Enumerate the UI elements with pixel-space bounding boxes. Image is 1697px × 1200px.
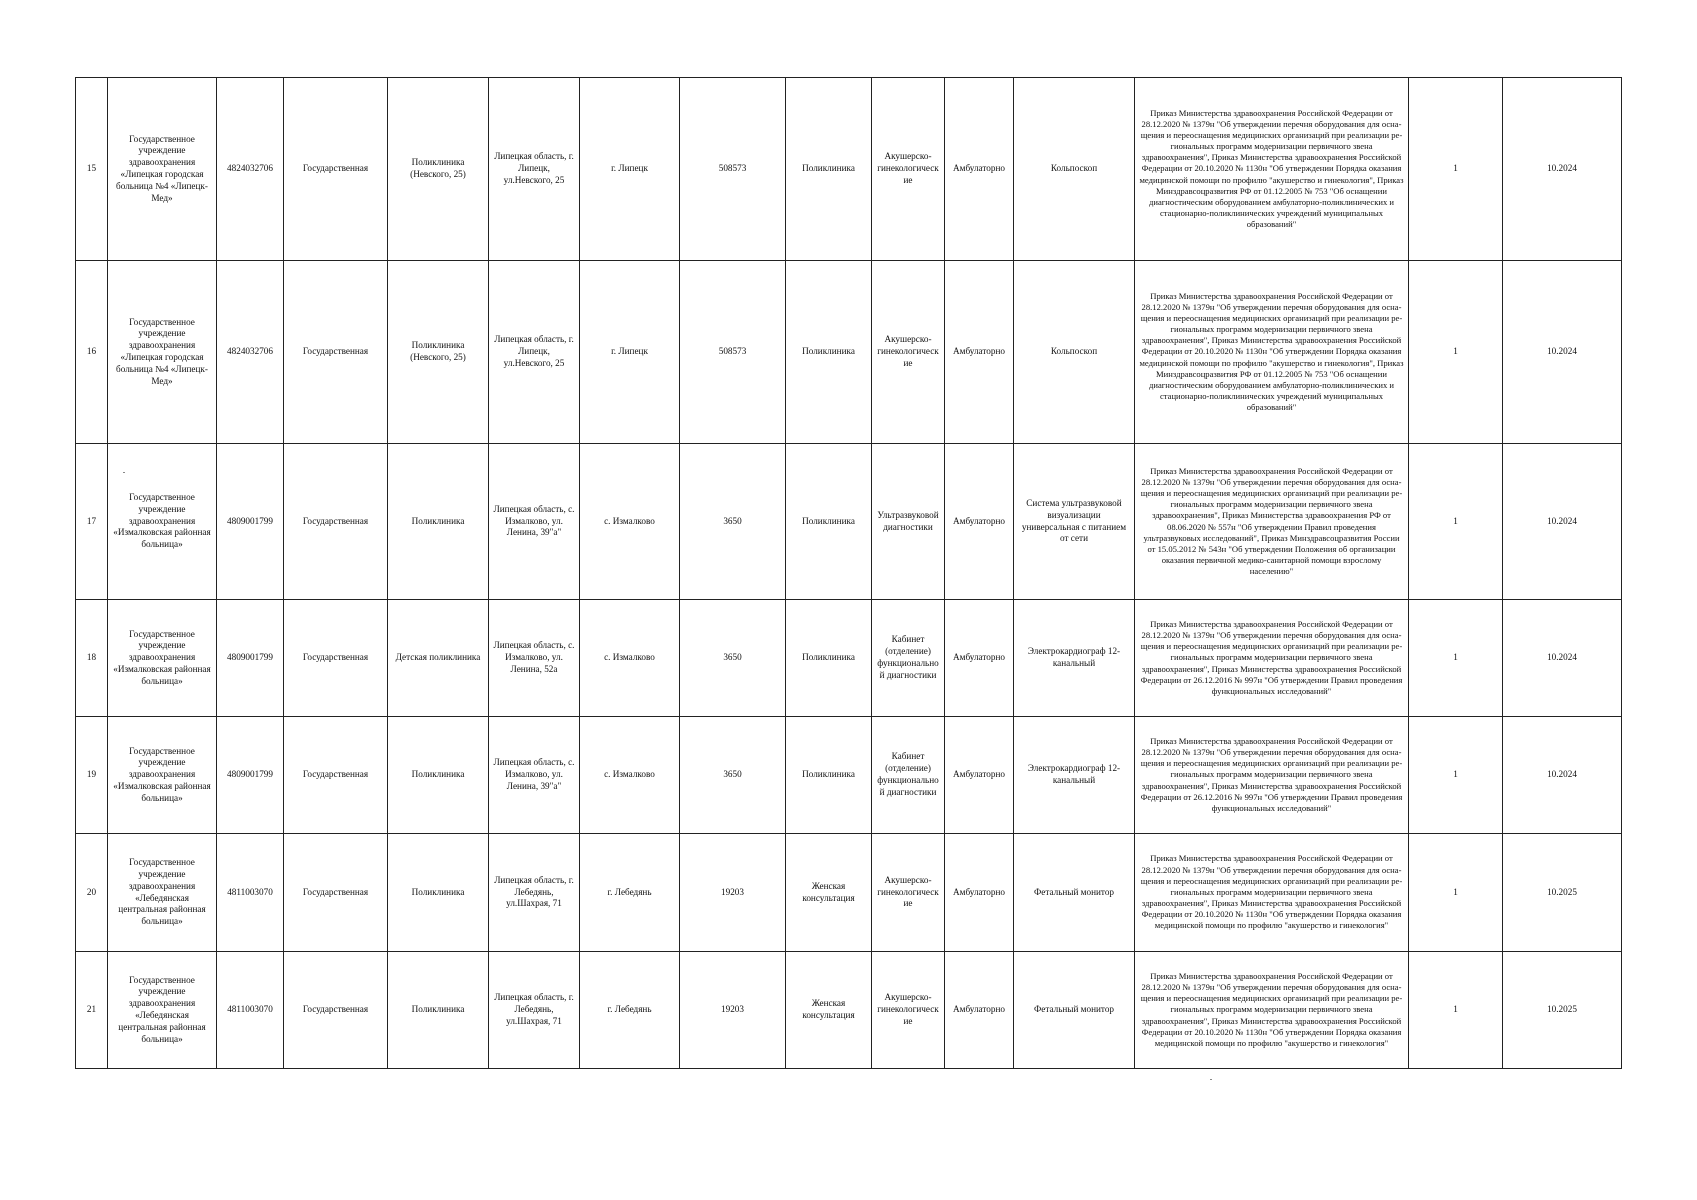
- cell-inn: 4811003070: [217, 834, 284, 952]
- cell-profile: Акушерско-гинекологические: [872, 834, 945, 952]
- cell-locality: г. Лебедянь: [580, 952, 680, 1069]
- cell-address: Липецкая область, с. Измалково, ул. Ленина, 39"а": [489, 444, 580, 600]
- cell-equipment: Электрокардиограф 12-канальный: [1014, 600, 1135, 717]
- cell-profile: Акушерско-гинекологические: [872, 78, 945, 261]
- cell-unit: Поликлиника (Невского, 25): [388, 78, 489, 261]
- cell-department: Поликлиника: [786, 600, 872, 717]
- cell-quantity: 1: [1409, 717, 1503, 834]
- cell-equipment: Система ультразвуковой визуализации универсальная с питанием от сети: [1014, 444, 1135, 600]
- cell-institution: Государственное учреждение здравоохранения «Лебедянская центральная районная больница»: [108, 952, 217, 1069]
- cell-unit: Поликлиника: [388, 717, 489, 834]
- cell-num: 16: [76, 261, 108, 444]
- cell-basis: Приказ Министерства здравоохранения Российской Федерации от 28.12.2020 № 1379н "Об утверждении перечня оборудования для осна-щения и переоснащения медицинских организаций при реализации ре-гиональных программ модернизации первичного звена здравоохранения", Приказ Министерства здравоохранения Российской Федерации от 26.12.2016 № 997н "Об утверждении Правил проведения функциональных исследований": [1135, 717, 1409, 834]
- cell-department: Женская консультация: [786, 952, 872, 1069]
- cell-care-type: Амбулаторно: [945, 834, 1014, 952]
- cell-inn: 4824032706: [217, 261, 284, 444]
- cell-basis: Приказ Министерства здравоохранения Российской Федерации от 28.12.2020 № 1379н "Об утверждении перечня оборудования для осна-щения и переоснащения медицинских организаций при реализации ре-гиональных программ модернизации первичного звена здравоохранения", Приказ Министерства здравоохранения Российской Федерации от 20.10.2020 № 1130н "Об утверждении Порядка оказания медицинской помощи по профилю "акушерство и гинекология", Приказ Минздравсоцразвития РФ от 01.12.2005 № 753 "Об оснащении диагностическим оборудованием амбулаторно-поликлинических и стационарно-поликлинических учреждений муниципальных образований": [1135, 78, 1409, 261]
- cell-quantity: 1: [1409, 444, 1503, 600]
- cell-care-type: Амбулаторно: [945, 261, 1014, 444]
- cell-num: 20: [76, 834, 108, 952]
- cell-profile: Акушерско-гинекологические: [872, 952, 945, 1069]
- cell-address: Липецкая область, с. Измалково, ул. Ленина, 52а: [489, 600, 580, 717]
- cell-locality: г. Лебедянь: [580, 834, 680, 952]
- cell-inn: 4809001799: [217, 717, 284, 834]
- cell-num: 18: [76, 600, 108, 717]
- cell-profile: Кабинет (отделение) функциональной диагностики: [872, 717, 945, 834]
- cell-date: 10.2024: [1503, 717, 1622, 834]
- cell-equipment: Электрокардиограф 12-канальный: [1014, 717, 1135, 834]
- cell-num: 19: [76, 717, 108, 834]
- scan-speck: [123, 472, 125, 473]
- cell-ownership: Государственная: [284, 600, 388, 717]
- table-row: [76, 952, 1622, 1069]
- cell-profile: Акушерско-гинекологические: [872, 261, 945, 444]
- equipment-table: [75, 77, 1622, 1069]
- cell-date: 10.2024: [1503, 261, 1622, 444]
- cell-ownership: Государственная: [284, 261, 388, 444]
- cell-inn: 4811003070: [217, 952, 284, 1069]
- cell-num: 15: [76, 78, 108, 261]
- cell-department: Поликлиника: [786, 78, 872, 261]
- cell-date: 10.2024: [1503, 600, 1622, 717]
- cell-address: Липецкая область, г. Лебедянь, ул.Шахрая, 71: [489, 834, 580, 952]
- cell-basis: Приказ Министерства здравоохранения Российской Федерации от 28.12.2020 № 1379н "Об утверждении перечня оборудования для осна-щения и переоснащения медицинских организаций при реализации ре-гиональных программ модернизации первичного звена здравоохранения", Приказ Министерства здравоохранения Российской Федерации от 26.12.2016 № 997н "Об утверждении Правил проведения функциональных исследований": [1135, 600, 1409, 717]
- cell-locality: с. Измалково: [580, 600, 680, 717]
- cell-unit: Поликлиника: [388, 444, 489, 600]
- cell-institution: Государственное учреждение здравоохранения «Липецкая городская больница №4 «Липецк-Мед»: [108, 261, 217, 444]
- cell-equipment: Фетальный монитор: [1014, 834, 1135, 952]
- table-row: [76, 261, 1622, 444]
- cell-profile: Ультразвуковой диагностики: [872, 444, 945, 600]
- table-row: [76, 600, 1622, 717]
- cell-population: 19203: [680, 952, 786, 1069]
- cell-address: Липецкая область, г. Липецк, ул.Невского, 25: [489, 261, 580, 444]
- cell-population: 3650: [680, 444, 786, 600]
- cell-date: 10.2025: [1503, 834, 1622, 952]
- cell-ownership: Государственная: [284, 444, 388, 600]
- cell-basis: Приказ Министерства здравоохранения Российской Федерации от 28.12.2020 № 1379н "Об утверждении перечня оборудования для осна-щения и переоснащения медицинских организаций при реализации ре-гиональных программ модернизации первичного звена здравоохранения", Приказ Министерства здравоохранения Российской Федерации от 20.10.2020 № 1130н "Об утверждении Порядка оказания медицинской помощи по профилю "акушерство и гинекология", Приказ Минздравсоцразвития РФ от 01.12.2005 № 753 "Об оснащении диагностическим оборудованием амбулаторно-поликлинических и стационарно-поликлинических учреждений муниципальных образований": [1135, 261, 1409, 444]
- cell-unit: Поликлиника: [388, 952, 489, 1069]
- cell-care-type: Амбулаторно: [945, 600, 1014, 717]
- cell-quantity: 1: [1409, 952, 1503, 1069]
- table-row: [76, 717, 1622, 834]
- cell-ownership: Государственная: [284, 78, 388, 261]
- cell-population: 19203: [680, 834, 786, 952]
- cell-num: 17: [76, 444, 108, 600]
- cell-basis: Приказ Министерства здравоохранения Российской Федерации от 28.12.2020 № 1379н "Об утверждении перечня оборудования для осна-щения и переоснащения медицинских организаций при реализации ре-гиональных программ модернизации первичного звена здравоохранения", Приказ Министерства здравоохранения Российской Федерации от 20.10.2020 № 1130н "Об утверждении Порядка оказания медицинской помощи по профилю "акушерство и гинекология": [1135, 834, 1409, 952]
- cell-quantity: 1: [1409, 600, 1503, 717]
- cell-care-type: Амбулаторно: [945, 717, 1014, 834]
- cell-equipment: Кольпоскоп: [1014, 261, 1135, 444]
- cell-address: Липецкая область, г. Лебедянь, ул.Шахрая, 71: [489, 952, 580, 1069]
- cell-care-type: Амбулаторно: [945, 952, 1014, 1069]
- cell-locality: с. Измалково: [580, 717, 680, 834]
- cell-department: Поликлиника: [786, 717, 872, 834]
- cell-basis: Приказ Министерства здравоохранения Российской Федерации от 28.12.2020 № 1379н "Об утверждении перечня оборудования для осна-щения и переоснащения медицинских организаций при реализации ре-гиональных программ модернизации первичного звена здравоохранения", Приказ Министерства здравоохранения РФ от 08.06.2020 № 557н "Об утверждении Правил проведения ультразвуковых исследований", Приказ Минздравсоцразвития России от 15.05.2012 № 543н "Об утверждении Положения об организации оказания первичной медико-санитарной помощи взрослому населению": [1135, 444, 1409, 600]
- cell-ownership: Государственная: [284, 717, 388, 834]
- table-row: [76, 78, 1622, 261]
- cell-date: 10.2025: [1503, 952, 1622, 1069]
- cell-inn: 4809001799: [217, 600, 284, 717]
- cell-department: Женская консультация: [786, 834, 872, 952]
- table-row: [76, 834, 1622, 952]
- cell-equipment: Фетальный монитор: [1014, 952, 1135, 1069]
- cell-unit: Поликлиника: [388, 834, 489, 952]
- table-row: [76, 444, 1622, 600]
- cell-locality: г. Липецк: [580, 78, 680, 261]
- cell-date: 10.2024: [1503, 444, 1622, 600]
- cell-population: 508573: [680, 78, 786, 261]
- cell-quantity: 1: [1409, 834, 1503, 952]
- cell-equipment: Кольпоскоп: [1014, 78, 1135, 261]
- cell-care-type: Амбулаторно: [945, 78, 1014, 261]
- cell-date: 10.2024: [1503, 78, 1622, 261]
- cell-care-type: Амбулаторно: [945, 444, 1014, 600]
- scan-speck: [1210, 1079, 1212, 1080]
- cell-department: Поликлиника: [786, 261, 872, 444]
- cell-population: 3650: [680, 717, 786, 834]
- cell-institution: Государственное учреждение здравоохранения «Измалковская районная больница»: [108, 444, 217, 600]
- cell-unit: Детская поликлиника: [388, 600, 489, 717]
- cell-locality: г. Липецк: [580, 261, 680, 444]
- cell-institution: Государственное учреждение здравоохранения «Измалковская районная больница»: [108, 717, 217, 834]
- cell-inn: 4824032706: [217, 78, 284, 261]
- cell-profile: Кабинет (отделение) функциональной диагностики: [872, 600, 945, 717]
- cell-num: 21: [76, 952, 108, 1069]
- cell-institution: Государственное учреждение здравоохранения «Липецкая городская больница №4 «Липецк-Мед»: [108, 78, 217, 261]
- cell-institution: Государственное учреждение здравоохранения «Измалковская районная больница»: [108, 600, 217, 717]
- cell-basis: Приказ Министерства здравоохранения Российской Федерации от 28.12.2020 № 1379н "Об утверждении перечня оборудования для осна-щения и переоснащения медицинских организаций при реализации ре-гиональных программ модернизации первичного звена здравоохранения", Приказ Министерства здравоохранения Российской Федерации от 20.10.2020 № 1130н "Об утверждении Порядка оказания медицинской помощи по профилю "акушерство и гинекология": [1135, 952, 1409, 1069]
- cell-unit: Поликлиника (Невского, 25): [388, 261, 489, 444]
- cell-ownership: Государственная: [284, 834, 388, 952]
- cell-department: Поликлиника: [786, 444, 872, 600]
- cell-institution: Государственное учреждение здравоохранения «Лебедянская центральная районная больница»: [108, 834, 217, 952]
- cell-quantity: 1: [1409, 78, 1503, 261]
- cell-population: 508573: [680, 261, 786, 444]
- cell-ownership: Государственная: [284, 952, 388, 1069]
- cell-population: 3650: [680, 600, 786, 717]
- cell-locality: с. Измалково: [580, 444, 680, 600]
- cell-inn: 4809001799: [217, 444, 284, 600]
- cell-quantity: 1: [1409, 261, 1503, 444]
- cell-address: Липецкая область, с. Измалково, ул. Ленина, 39"а": [489, 717, 580, 834]
- cell-address: Липецкая область, г. Липецк, ул.Невского, 25: [489, 78, 580, 261]
